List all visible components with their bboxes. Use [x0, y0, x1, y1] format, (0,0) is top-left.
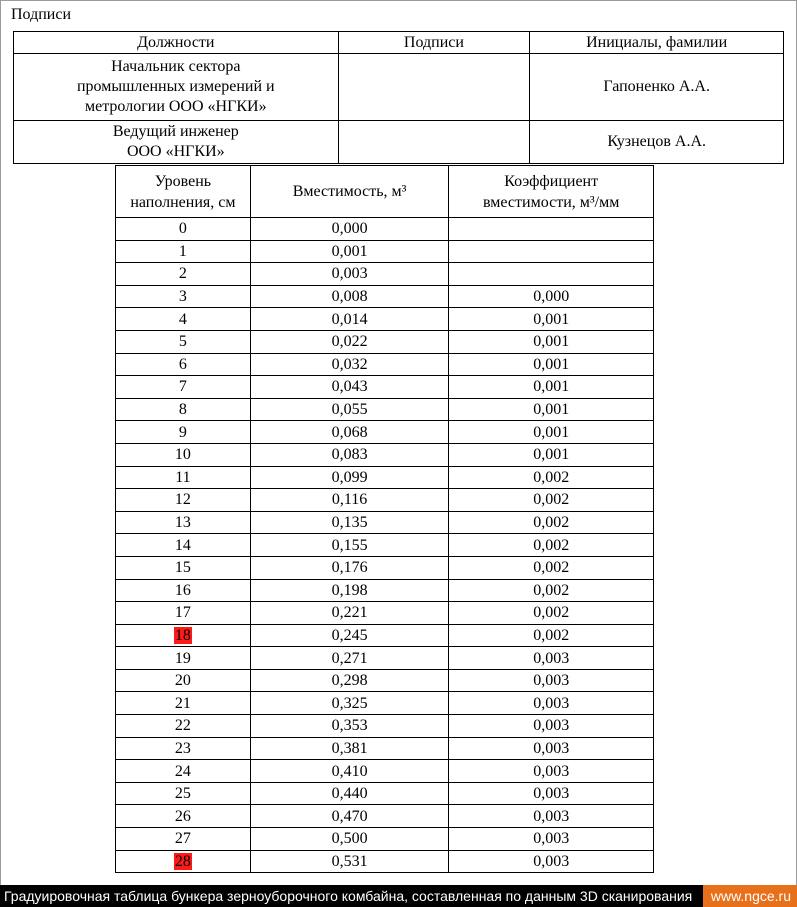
- table-row: [116, 669, 654, 692]
- table-row: [116, 602, 654, 625]
- coefficient-cell: [449, 240, 654, 263]
- level-cell: [116, 511, 251, 534]
- position-cell: Ведущий инженер ООО «НГКИ»: [14, 121, 339, 164]
- volume-cell: 0,001: [250, 240, 449, 263]
- table-row: [116, 828, 654, 851]
- volume-cell: 0,099: [250, 466, 449, 489]
- volume-cell: 0,353: [250, 715, 449, 738]
- level-cell: [116, 534, 251, 557]
- table-row: [116, 240, 654, 263]
- level-value: 5: [178, 333, 187, 351]
- volume-cell: 0,032: [250, 353, 449, 376]
- table-row: [116, 760, 654, 783]
- calibration-table: [115, 165, 654, 873]
- signatures-table: [13, 31, 784, 164]
- level-value: 11: [175, 468, 191, 486]
- level-cell: [116, 850, 251, 873]
- table-row: [116, 353, 654, 376]
- signature-row: [14, 54, 784, 121]
- level-cell: [116, 489, 251, 512]
- level-cell: [116, 692, 251, 715]
- volume-cell: 0,410: [250, 760, 449, 783]
- level-value: 8: [178, 401, 187, 419]
- caption-text: Градуировочная таблица бункера зерноуборочного комбайна, составленная по данным 3D сканирования: [4, 888, 693, 904]
- level-value: 27: [174, 830, 191, 848]
- level-cell: [116, 760, 251, 783]
- volume-cell: 0,531: [250, 850, 449, 873]
- level-value: 1: [178, 242, 187, 260]
- level-cell: [116, 376, 251, 399]
- level-value: 16: [174, 581, 191, 599]
- name-cell: Кузнецов А.А.: [530, 121, 784, 164]
- volume-cell: 0,014: [250, 308, 449, 331]
- table-row: [116, 715, 654, 738]
- highlighted-level-value: 28: [174, 852, 191, 870]
- coefficient-cell: 0,002: [449, 466, 654, 489]
- level-value: 9: [178, 423, 187, 441]
- header-positions: Должности: [14, 32, 339, 54]
- table-row: [116, 263, 654, 286]
- volume-cell: 0,083: [250, 443, 449, 466]
- coefficient-cell: 0,003: [449, 715, 654, 738]
- table-row: [116, 692, 654, 715]
- level-value: 2: [178, 265, 187, 283]
- volume-cell: 0,176: [250, 556, 449, 579]
- table-row: [116, 218, 654, 241]
- table-row: [116, 850, 654, 873]
- level-cell: [116, 556, 251, 579]
- level-value: 14: [174, 536, 191, 554]
- table-row: [116, 782, 654, 805]
- level-value: 4: [178, 310, 187, 328]
- table-row: [116, 579, 654, 602]
- level-cell: [116, 715, 251, 738]
- signature-cell: [338, 121, 530, 164]
- calibration-body: [116, 218, 654, 873]
- level-cell: [116, 828, 251, 851]
- coefficient-cell: [449, 218, 654, 241]
- level-value: 15: [174, 559, 191, 577]
- table-row: [116, 737, 654, 760]
- level-cell: [116, 330, 251, 353]
- coefficient-cell: 0,000: [449, 285, 654, 308]
- position-cell: Начальник сектора промышленных измерений и метрологии ООО «НГКИ»: [14, 54, 339, 121]
- volume-cell: 0,055: [250, 398, 449, 421]
- level-value: 23: [174, 739, 191, 757]
- level-value: 3: [178, 288, 187, 306]
- level-cell: [116, 421, 251, 444]
- level-value: 20: [174, 672, 191, 690]
- table-row: [116, 805, 654, 828]
- level-cell: [116, 624, 251, 647]
- coefficient-cell: 0,001: [449, 443, 654, 466]
- level-cell: [116, 240, 251, 263]
- table-row: [116, 443, 654, 466]
- level-cell: [116, 602, 251, 625]
- level-value: 12: [174, 491, 191, 509]
- header-names: Инициалы, фамилии: [530, 32, 784, 54]
- level-cell: [116, 308, 251, 331]
- name-cell: Гапоненко А.А.: [530, 54, 784, 121]
- table-row: [116, 421, 654, 444]
- volume-cell: 0,068: [250, 421, 449, 444]
- signature-cell: [338, 54, 530, 121]
- coefficient-cell: 0,003: [449, 760, 654, 783]
- level-cell: [116, 669, 251, 692]
- coefficient-cell: 0,002: [449, 602, 654, 625]
- table-row: [116, 398, 654, 421]
- table-row: [116, 466, 654, 489]
- coefficient-cell: 0,003: [449, 647, 654, 670]
- level-cell: [116, 218, 251, 241]
- coefficient-cell: 0,001: [449, 308, 654, 331]
- level-value: 19: [174, 649, 191, 667]
- volume-cell: 0,440: [250, 782, 449, 805]
- calibration-header-row: [116, 166, 654, 218]
- coefficient-cell: 0,003: [449, 737, 654, 760]
- volume-cell: 0,022: [250, 330, 449, 353]
- level-value: 7: [178, 378, 187, 396]
- coefficient-cell: 0,002: [449, 579, 654, 602]
- table-row: [116, 489, 654, 512]
- coefficient-cell: [449, 263, 654, 286]
- caption-bar: [0, 885, 797, 907]
- volume-cell: 0,116: [250, 489, 449, 512]
- level-value: 10: [174, 446, 191, 464]
- volume-cell: 0,381: [250, 737, 449, 760]
- header-signatures: Подписи: [338, 32, 530, 54]
- header-volume: Вместимость, м³: [250, 166, 449, 218]
- coefficient-cell: 0,001: [449, 353, 654, 376]
- coefficient-cell: 0,003: [449, 669, 654, 692]
- level-value: 21: [174, 694, 191, 712]
- level-cell: [116, 263, 251, 286]
- level-cell: [116, 782, 251, 805]
- volume-cell: 0,298: [250, 669, 449, 692]
- header-coefficient: Коэффициент вместимости, м³/мм: [449, 166, 654, 218]
- level-cell: [116, 443, 251, 466]
- level-value: 13: [174, 514, 191, 532]
- volume-cell: 0,221: [250, 602, 449, 625]
- signatures-header-row: [14, 32, 784, 54]
- level-cell: [116, 466, 251, 489]
- table-row: [116, 511, 654, 534]
- table-row: [116, 534, 654, 557]
- volume-cell: 0,003: [250, 263, 449, 286]
- table-row: [116, 647, 654, 670]
- volume-cell: 0,198: [250, 579, 449, 602]
- coefficient-cell: 0,002: [449, 511, 654, 534]
- table-row: [116, 624, 654, 647]
- volume-cell: 0,043: [250, 376, 449, 399]
- highlighted-level-value: 18: [174, 626, 191, 644]
- level-value: 6: [178, 355, 187, 373]
- level-value: 26: [174, 807, 191, 825]
- level-cell: [116, 647, 251, 670]
- coefficient-cell: 0,003: [449, 692, 654, 715]
- volume-cell: 0,155: [250, 534, 449, 557]
- coefficient-cell: 0,001: [449, 398, 654, 421]
- level-cell: [116, 805, 251, 828]
- coefficient-cell: 0,001: [449, 421, 654, 444]
- table-row: [116, 556, 654, 579]
- level-cell: [116, 579, 251, 602]
- section-title: Подписи: [11, 6, 72, 23]
- coefficient-cell: 0,001: [449, 330, 654, 353]
- volume-cell: 0,500: [250, 828, 449, 851]
- coefficient-cell: 0,002: [449, 489, 654, 512]
- table-row: [116, 285, 654, 308]
- signature-row: [14, 121, 784, 164]
- volume-cell: 0,271: [250, 647, 449, 670]
- coefficient-cell: 0,001: [449, 376, 654, 399]
- volume-cell: 0,008: [250, 285, 449, 308]
- coefficient-cell: 0,003: [449, 828, 654, 851]
- table-row: [116, 330, 654, 353]
- caption-site-link[interactable]: www.ngce.ru: [703, 885, 797, 907]
- volume-cell: 0,470: [250, 805, 449, 828]
- table-row: [116, 376, 654, 399]
- volume-cell: 0,325: [250, 692, 449, 715]
- coefficient-cell: 0,003: [449, 805, 654, 828]
- level-value: 17: [174, 604, 191, 622]
- level-cell: [116, 737, 251, 760]
- level-value: 24: [174, 762, 191, 780]
- coefficient-cell: 0,002: [449, 556, 654, 579]
- coefficient-cell: 0,003: [449, 850, 654, 873]
- level-value: 0: [178, 220, 187, 238]
- coefficient-cell: 0,003: [449, 782, 654, 805]
- volume-cell: 0,245: [250, 624, 449, 647]
- level-value: 22: [174, 717, 191, 735]
- level-cell: [116, 398, 251, 421]
- volume-cell: 0,135: [250, 511, 449, 534]
- level-cell: [116, 353, 251, 376]
- level-cell: [116, 285, 251, 308]
- table-row: [116, 308, 654, 331]
- header-level: Уровень наполнения, см: [116, 166, 251, 218]
- coefficient-cell: 0,002: [449, 624, 654, 647]
- coefficient-cell: 0,002: [449, 534, 654, 557]
- level-value: 25: [174, 785, 191, 803]
- volume-cell: 0,000: [250, 218, 449, 241]
